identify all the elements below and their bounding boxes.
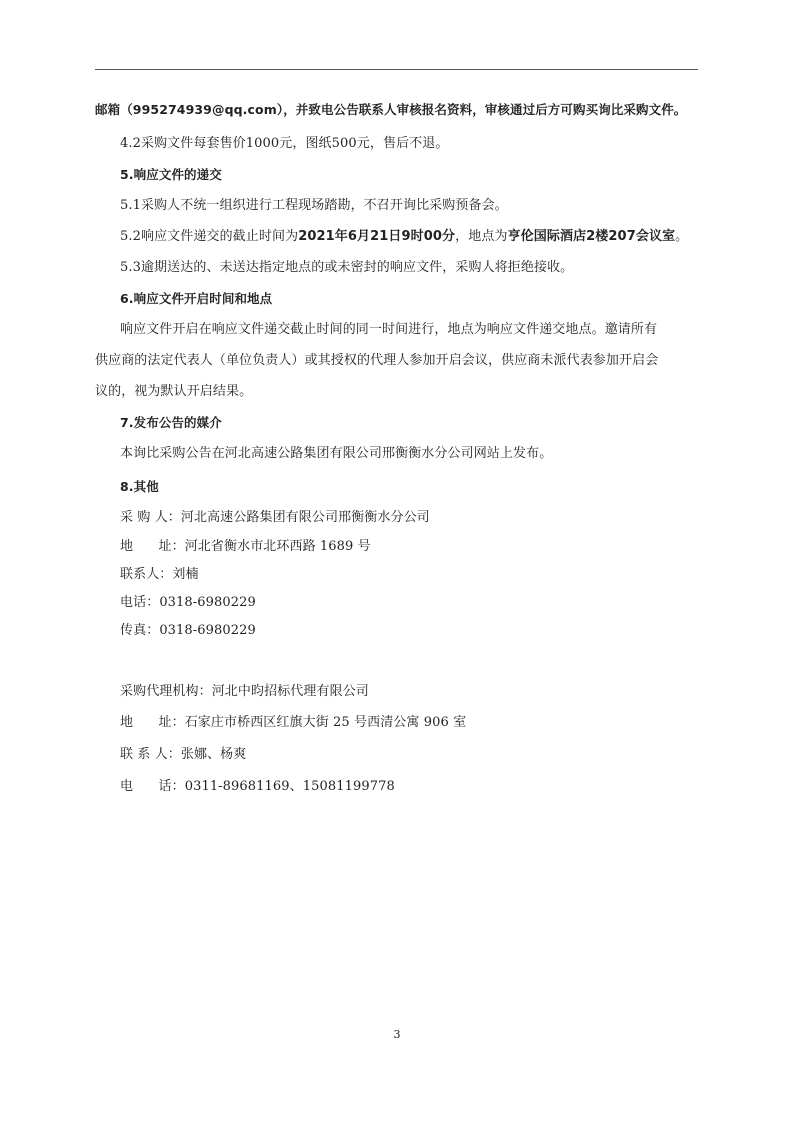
agent-name-label: 采购代理机构： xyxy=(120,684,212,699)
agent-name-value: 河北中昀招标代理有限公司 xyxy=(211,684,369,699)
agent-contact xyxy=(120,745,730,765)
buyer-address xyxy=(120,537,730,557)
agent-contact-label: 联 系 人： xyxy=(120,747,181,762)
agent-contact-value: 张娜、杨爽 xyxy=(180,747,247,762)
buyer-name xyxy=(120,508,730,528)
paragraph-6-line-3: 议的，视为默认开启结果。 xyxy=(95,384,253,399)
paragraph-5-3: 5.3逾期送达的、未送达指定地点的或未密封的响应文件，采购人将拒绝接收。 xyxy=(120,260,574,275)
email-line: 邮箱（995274939@qq.com），并致电公告联系人审核报名资料，审核通过后方可购买询比采购文件。 xyxy=(95,102,687,117)
agent-name xyxy=(120,682,730,702)
buyer-contact-label: 联系人： xyxy=(120,567,173,582)
heading-section-7: 7.发布公告的媒介 xyxy=(120,415,222,430)
p5-2-mid: ，地点为 xyxy=(455,229,508,244)
p5-2-prefix: 5.2响应文件递交的截止时间为 xyxy=(120,229,299,244)
heading-section-5: 5.响应文件的递交 xyxy=(120,167,222,182)
paragraph-5-1: 5.1采购人不统一组织进行工程现场踏勘，不召开询比采购预备会。 xyxy=(120,198,508,213)
heading-section-8: 8.其他 xyxy=(120,479,159,494)
buyer-name-value: 河北高速公路集团有限公司邢衡衡水分公司 xyxy=(180,510,430,525)
header-rule xyxy=(95,69,698,70)
paragraph-5-2 xyxy=(120,227,730,247)
p5-2-deadline: 2021年6月21日9时00分 xyxy=(298,229,456,244)
agent-phone-label: 电 话： xyxy=(120,779,185,794)
buyer-fax-label: 传真： xyxy=(120,623,160,638)
p5-2-location: 亨伦国际酒店2楼207会议室 xyxy=(507,229,676,244)
p5-2-end: 。 xyxy=(675,229,689,244)
paragraph-4-2: 4.2采购文件每套售价1000元，图纸500元，售后不退。 xyxy=(120,136,449,151)
buyer-phone-value: 0318-6980229 xyxy=(159,595,256,610)
buyer-fax xyxy=(120,621,730,641)
buyer-contact-value: 刘楠 xyxy=(172,567,199,582)
paragraph-7: 本询比采购公告在河北高速公路集团有限公司邢衡衡水分公司网站上发布。 xyxy=(120,446,553,461)
paragraph-6-line-2: 供应商的法定代表人（单位负责人）或其授权的代理人参加开启会议，供应商未派代表参加开启会 xyxy=(95,353,659,368)
buyer-fax-value: 0318-6980229 xyxy=(159,623,256,638)
agent-phone xyxy=(120,777,730,797)
agent-address-value: 石家庄市桥西区红旗大街 25 号西清公寓 906 室 xyxy=(184,715,467,730)
agent-phone-value: 0311-89681169、15081199778 xyxy=(184,779,395,794)
buyer-name-label: 采 购 人： xyxy=(120,510,181,525)
buyer-address-value: 河北省衡水市北环西路 1689 号 xyxy=(184,539,371,554)
heading-section-6: 6.响应文件开启时间和地点 xyxy=(120,291,273,306)
buyer-phone-label: 电话： xyxy=(120,595,160,610)
buyer-phone xyxy=(120,593,730,613)
agent-address xyxy=(120,713,730,733)
paragraph-6-line-1: 响应文件开启在响应文件递交截止时间的同一时间进行，地点为响应文件递交地点。邀请所有 xyxy=(120,322,658,337)
page-number: 3 xyxy=(393,1028,401,1041)
agent-address-label: 地 址： xyxy=(120,715,185,730)
buyer-address-label: 地 址： xyxy=(120,539,185,554)
buyer-contact xyxy=(120,565,730,585)
